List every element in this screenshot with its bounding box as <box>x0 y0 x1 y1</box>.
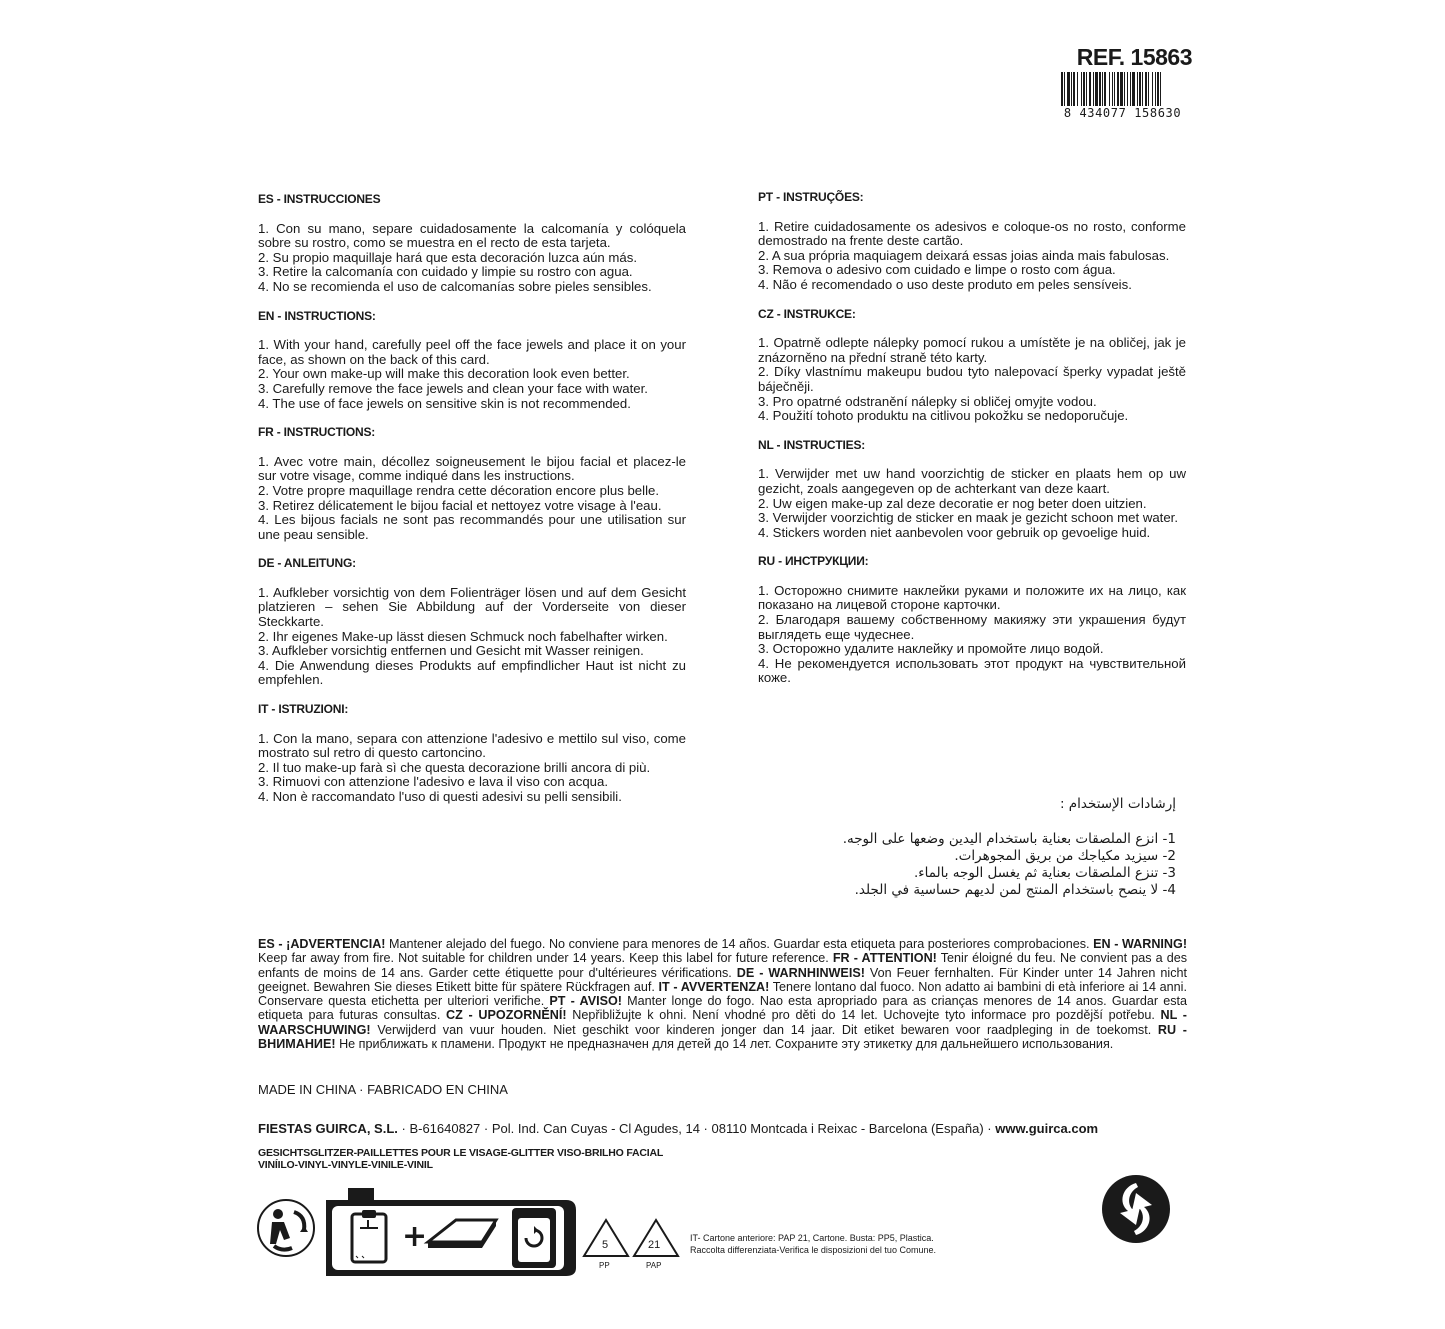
recycling-icons-svg <box>256 1184 686 1280</box>
section-heading: NL - INSTRUCTIES: <box>758 437 866 452</box>
instruction-line: 2. Votre propre maquillage rendra cette décoration encore plus belle. <box>258 482 660 498</box>
warning-text: Verwijderd van vuur houden. Niet geschikt voor kinderen jonger dan 14 jaar. Dit etiket bewaren voor raadpleging in de toekomst. <box>370 1022 1158 1037</box>
section-heading: RU - ИНСТРУКЦИИ: <box>758 554 869 569</box>
warning-label: DE - WARNHINWEIS! <box>736 965 865 980</box>
instruction-line: 3. Pro opatrné odstranění nálepky si obličej omyjte vodou. <box>758 393 1097 409</box>
instruction-line: 1. Retire cuidadosamente os adesivos e coloque-os no rosto, conforme demostrado na frente deste cartão. <box>758 218 1186 249</box>
barcode-bar <box>1120 72 1123 106</box>
barcode-bar <box>1104 72 1106 106</box>
barcode-bar <box>1139 72 1141 106</box>
instruction-section <box>258 556 686 688</box>
instruction-line: 2. Your own make-up will make this decoration look even better. <box>258 366 630 382</box>
section-heading: FR - INSTRUCTIONS: <box>258 425 376 440</box>
barcode-bar <box>1130 72 1131 106</box>
barcode-bar <box>1067 72 1070 106</box>
instructions-left-column <box>258 192 686 819</box>
pap-recycling-icon <box>634 1220 678 1270</box>
instruction-line: 4. Stickers worden niet aanbevolen voor gebruik op gevoelige huid. <box>758 524 1151 540</box>
section-heading: CZ - INSTRUKCE: <box>758 306 856 321</box>
barcode-bar <box>1160 72 1161 110</box>
instruction-line: 3. Retire la calcomanía con cuidado y limpie su rostro con agua. <box>258 264 633 280</box>
warning-label: ES - ¡ADVERTENCIA! <box>258 937 386 951</box>
instruction-section <box>258 425 686 542</box>
section-heading: EN - INSTRUCTIONS: <box>258 308 376 323</box>
instruction-line: 2. Su propio maquillaje hará que esta decoración luzca aún más. <box>258 249 638 265</box>
instruction-line: 1. Aufkleber vorsichtig von dem Folienträger lösen und auf dem Gesicht platzieren – sehen Sie Abbildung auf der Vorderseite von dieser Steckkarte. <box>258 584 686 630</box>
instruction-line: 3. Aufkleber vorsichtig entfernen und Gesicht mit Wasser reinigen. <box>258 643 644 659</box>
pap-label: PAP <box>646 1261 662 1270</box>
arabic-instructions <box>820 796 1176 899</box>
company-name: FIESTAS GUIRCA, S.L. <box>258 1121 398 1136</box>
pp-number: 5 <box>602 1239 609 1251</box>
instruction-line: 2. Díky vlastnímu makeupu budou tyto nalepovací šperky vypadat ještě báječněji. <box>758 364 1186 394</box>
barcode-bar <box>1102 72 1103 106</box>
materials-line-2: VINÍILO-VINYL-VINYLE-VINILE-VINIL <box>258 1159 433 1171</box>
instruction-line: 2. A sua própria maquiagem deixará essas joias ainda mais fabulosas. <box>758 247 1170 263</box>
warning-label: FR - ATTENTION! <box>832 951 937 966</box>
barcode-bar <box>1132 72 1135 106</box>
warning-label: RU - ВНИМАНИЕ! <box>258 1022 1187 1052</box>
warning-text: Manter longe do fogo. Nao esta apropriado para as crianças menores de 14 anos. Guardar esta etiqueta para futuras consultas. <box>258 994 1188 1023</box>
company-website: www.guirca.com <box>995 1121 1099 1136</box>
barcode-bar <box>1095 72 1098 106</box>
barcode-bar <box>1081 72 1082 106</box>
barcode-bar <box>1073 72 1075 106</box>
company-address: · B-61640827 · Pol. Ind. Can Cuyas - Cl Agudes, 14 · 08110 Montcada i Reixac - Barcelona (España) · <box>397 1121 996 1136</box>
instruction-line: 2. Il tuo make-up farà sì che questa decorazione brilli ancora di più. <box>258 759 651 775</box>
instruction-line: 1. Con la mano, separa con attenzione l'adesivo e mettilo sul viso, come mostrato sul retro di questo cartoncino. <box>258 730 686 761</box>
warning-label: NL - WAARSCHUWING! <box>258 1008 1187 1037</box>
recycling-bin-icon <box>512 1208 556 1268</box>
instruction-line: 3. Verwijder voorzichtig de sticker en maak je gezicht schoon met water. <box>758 510 1178 526</box>
barcode-digits: 8 434077 158630 <box>1055 106 1190 120</box>
pp-recycling-icon <box>584 1220 628 1270</box>
instruction-line: 2. Ihr eigenes Make-up lässt diesen Schmuck noch fabelhafter wirken. <box>258 628 668 644</box>
barcode-bar <box>1117 72 1119 106</box>
instruction-section <box>258 192 686 295</box>
instruction-line: 3. Carefully remove the face jewels and clean your face with water. <box>258 380 648 396</box>
instruction-line: 4. Die Anwendung dieses Produkts auf empfindlicher Haut ist nicht zu empfehlen. <box>258 657 686 688</box>
green-dot-icon <box>1100 1173 1172 1245</box>
instruction-section <box>758 307 1186 424</box>
arabic-line: 3- تنزع الملصقات بعناية ثم يغسل الوجه بالماء. <box>913 865 1176 881</box>
instruction-line: 1. Avec votre main, décollez soigneusement le bijou facial et placez-le sur votre visage, comme indiqué dans les instructions. <box>258 453 686 484</box>
barcode-bar <box>1071 72 1072 106</box>
barcode-bar <box>1142 72 1143 106</box>
instruction-line: 1. With your hand, carefully peel off the face jewels and place it on your face, as shown on the back of this card. <box>258 337 686 367</box>
warning-text: Mantener alejado del fuego. No conviene para menores de 14 años. Guardar esta etiqueta para posteriores comprobaciones. <box>385 937 1094 951</box>
instruction-line: 1. Verwijder met uw hand voorzichtig de sticker en plaats hem op uw gezicht, zoals aangegeven op de achterkant van deze kaart. <box>758 466 1186 496</box>
plus-icon: + <box>402 1219 428 1254</box>
barcode-bar <box>1114 72 1115 106</box>
warning-label: PT - AVISO! <box>549 994 622 1009</box>
barcode-bar <box>1155 72 1156 106</box>
instruction-line: 4. Non è raccomandato l'uso di questi adesivi su pelli sensibili. <box>258 789 622 804</box>
instruction-line: 4. Не рекомендуется использовать этот продукт на чувствительной коже. <box>758 655 1186 686</box>
warning-label: CZ - UPOZORNĚNÍ! <box>446 1008 567 1023</box>
instruction-line: 4. Não é recomendado o uso deste produto em peles sensíveis. <box>758 276 1132 292</box>
warning-text: Tenere lontano dal fuoco. Non adatto ai bambini di età inferiore ai 14 anni. Conservare questa etichetta per ulteriori verifiche. <box>258 979 1187 1009</box>
pp-label: PP <box>599 1261 610 1270</box>
instruction-line: 4. The use of face jewels on sensitive skin is not recommended. <box>258 395 631 411</box>
materials-info <box>258 1147 663 1171</box>
warning-text: Keep far away from fire. Not suitable for children under 14 years. Keep this label for future reference. <box>258 951 833 966</box>
warning-text: Von Feuer fernhalten. Für Kinder unter 14 Jahren nicht geeignet. Bewahren Sie dieses Etikett bitte für spätere Rückfragen auf. <box>258 965 1187 994</box>
barcode-bar <box>1152 72 1153 106</box>
barcode-bar <box>1093 72 1094 106</box>
barcode-bar <box>1086 72 1087 106</box>
barcode-bar <box>1077 72 1078 106</box>
warning-text: Nepřibližujte k ohni. Není vhodné pro děti do 14 let. Uchovejte tyto informace pro pozdější potřebu. <box>566 1008 1161 1023</box>
section-heading: ES - INSTRUCCIONES <box>258 192 381 206</box>
it-note-line-2: Raccolta differenziata-Verifica le disposizioni del tuo Comune. <box>690 1245 936 1255</box>
instruction-section <box>758 190 1186 293</box>
materials-line-1: GESICHTSGLITZER-PAILLETTES POUR LE VISAGE-GLITTER VISO-BRILHO FACIAL <box>258 1147 664 1159</box>
barcode-bar <box>1124 72 1125 106</box>
instruction-line: 4. No se recomienda el uso de calcomanías sobre pieles sensibles. <box>258 278 652 294</box>
barcode-bar <box>1064 72 1065 110</box>
instructions-right-column <box>758 190 1186 700</box>
instruction-line: 3. Retirez délicatement le bijou facial et nettoyez votre visage à l'eau. <box>258 497 662 513</box>
instruction-section <box>758 554 1186 686</box>
instruction-section <box>258 702 686 805</box>
it-note-line-1: IT- Cartone anteriore: PAP 21, Cartone. Busta: PP5, Plastica. <box>690 1233 934 1243</box>
section-heading: DE - ANLEITUNG: <box>258 556 356 571</box>
instruction-line: 1. Осторожно снимите наклейки руками и положите их на лицо, как показано на лицевой стороне карточки. <box>758 582 1186 613</box>
barcode-bar <box>1145 72 1147 106</box>
instruction-section <box>758 438 1186 541</box>
barcode-bar <box>1099 72 1101 106</box>
triman-icon <box>258 1200 314 1256</box>
barcode-bar <box>1148 72 1149 106</box>
instruction-line: 3. Осторожно удалите наклейку и промойте лицо водой. <box>758 641 1104 657</box>
instruction-line: 4. Les bijous facials ne sont pas recommandés pour une utilisation sur une peau sensible. <box>258 512 686 542</box>
made-in-text: MADE IN CHINA · FABRICADO EN CHINA <box>258 1082 508 1097</box>
instruction-line: 4. Použití tohoto produktu na citlivou pokožku se nedoporučuje. <box>758 408 1129 424</box>
warning-paragraph <box>258 937 1187 1051</box>
barcode-bar <box>1083 72 1085 106</box>
arabic-line: 2- سيزيد مكياجك من بريق المجوهرات. <box>954 848 1176 864</box>
warning-label: EN - WARNING! <box>1093 937 1188 951</box>
warning-label: IT - AVVERTENZA! <box>658 979 770 994</box>
barcode-bar <box>1157 72 1159 110</box>
arabic-heading: إرشادات الإستخدام : <box>1059 796 1176 812</box>
italian-recycling-note <box>690 1232 936 1256</box>
barcode-bar <box>1137 72 1138 106</box>
barcode-bar <box>1089 72 1091 106</box>
instruction-section <box>258 309 686 412</box>
company-info <box>258 1121 1098 1136</box>
pap-number: 21 <box>648 1239 661 1251</box>
instruction-line: 1. Opatrně odlepte nálepky pomocí rukou a umístěte je na obličej, jak je znázorněno na přední straně této karty. <box>758 335 1186 365</box>
fr-tag: FR <box>334 1189 348 1200</box>
barcode-bar <box>1112 72 1113 110</box>
warning-text: Не приближать к пламени. Продукт не предназначен для детей до 14 лет. Сохраните эту этикетку для дальнейшего использования. <box>335 1037 1114 1052</box>
barcode-bar <box>1127 72 1128 106</box>
section-heading: PT - INSTRUÇÕES: <box>758 190 864 204</box>
instruction-line: 3. Rimuovi con attenzione l'adesivo e lava il viso con acqua. <box>258 774 608 790</box>
instruction-line: 3. Remova o adesivo com cuidado e limpe o rosto com água. <box>758 262 1116 278</box>
arabic-line: 1- انزع الملصقات بعناية باستخدام اليدين وضعها على الوجه. <box>842 831 1176 847</box>
barcode-bar <box>1109 72 1110 106</box>
instruction-line: 1. Con su mano, separe cuidadosamente la calcomanía y colóquela sobre su rostro, como se muestra en el recto de esta tarjeta. <box>258 220 686 251</box>
sorting-info-box <box>326 1188 576 1276</box>
warning-text: Tenir éloigné du feu. Ne convient pas a des enfants de moins de 14 ans. Garder cette étiquette pour d'ultérieures vérifications. <box>258 951 1188 980</box>
reference-number: REF. 15863 <box>1076 44 1192 70</box>
recycling-icons <box>256 1184 686 1285</box>
instruction-line: 2. Uw eigen make-up zal deze decoratie er nog beter doen uitzien. <box>758 495 1147 511</box>
instruction-line: 2. Благодаря вашему собственному макияжу эти украшения будут выглядеть еще чудеснее. <box>758 612 1186 642</box>
arabic-line: 4- لا ينصح باستخدام المنتج لمن لديهم حساسية في الجلد. <box>854 882 1176 898</box>
barcode-bar <box>1061 72 1063 110</box>
section-heading: IT - ISTRUZIONI: <box>258 702 349 717</box>
